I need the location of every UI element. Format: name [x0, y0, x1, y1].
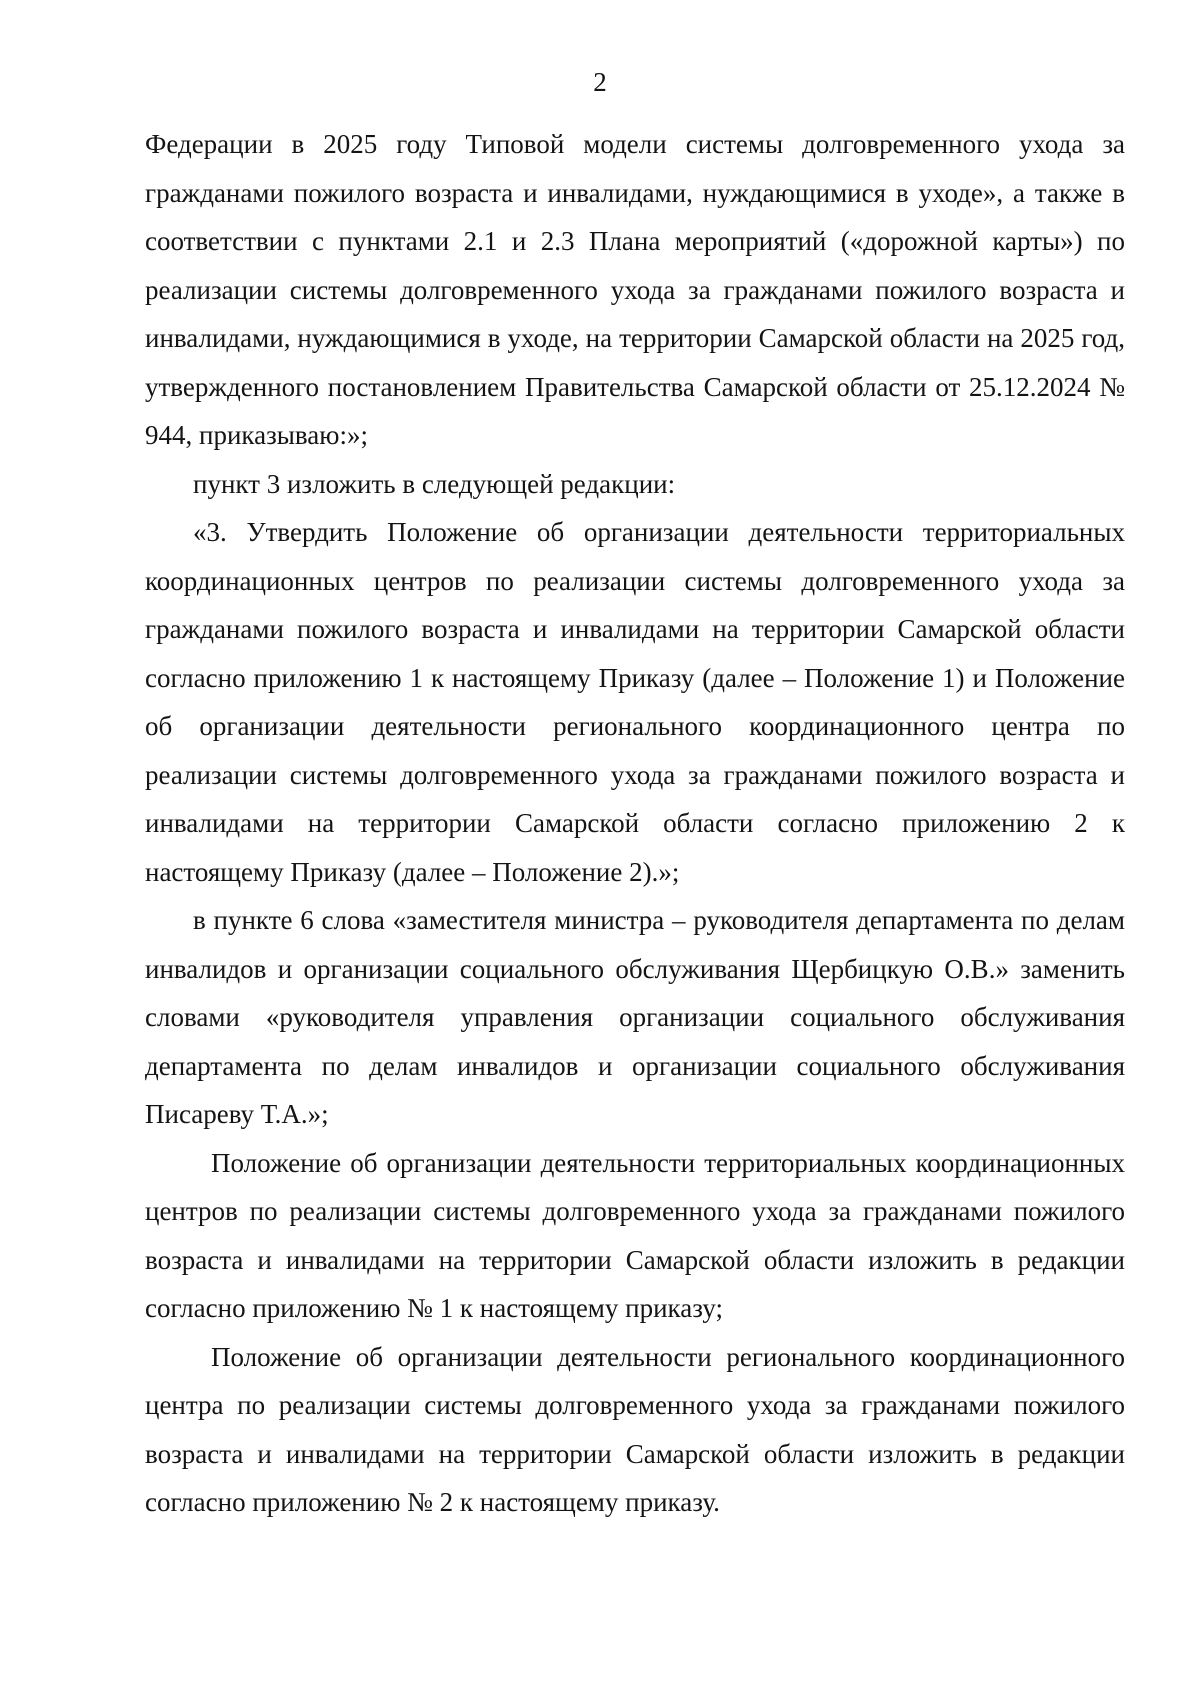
page-number: 2 [593, 67, 607, 97]
paragraph-item-6-amendment: в пункте 6 слова «заместителя министра – руководителя департамента по делам инвалидов и организации социального обслуживания Щербицкую О.В.» заменить словами «руководителя управления организации социального обслуживания департамента по делам инвалидов и организации социального обслуживания Писареву Т.А.»; [145, 905, 1125, 1129]
paragraph-item-3-instruction: пункт 3 изложить в следующей редакции: [193, 468, 676, 499]
paragraph-appendix-1: Положение об организации деятельности территориальных координационных центров по реализации системы долговременного ухода за гражданами пожилого возраста и инвалидами на территории Самарской области изложить в редакции согласно приложению № 1 к настоящему приказу; [145, 1147, 1125, 1323]
paragraph-preamble-continuation: Федерации в 2025 году Типовой модели системы долговременного ухода за гражданами пожилого возраста и инвалидами, нуждающимися в уходе», а также в соответствии с пунктами 2.1 и 2.3 Плана мероприятий («дорожной карты») по реализации системы долговременного ухода за гражданами пожилого возраста и инвалидами, нуждающимися в уходе, на территории Самарской области на 2025 год, утвержденного постановлением Правительства Самарской области от 25.12.2024 № 944, приказываю:»; [145, 129, 1125, 450]
document-body [145, 120, 1125, 1527]
paragraph-appendix-2: Положение об организации деятельности регионального координационного центра по реализации системы долговременного ухода за гражданами пожилого возраста и инвалидами на территории Самарской области изложить в редакции согласно приложению № 2 к настоящему приказу. [145, 1341, 1125, 1517]
paragraph-item-3-text: «3. Утвердить Положение об организации деятельности территориальных координационных центров по реализации системы долговременного ухода за гражданами пожилого возраста и инвалидами на территории Самарской области согласно приложению 1 к настоящему Приказу (далее – Положение 1) и Положение об организации деятельности регионального координационного центра по реализации системы долговременного ухода за гражданами пожилого возраста и инвалидами на территории Самарской области согласно приложению 2 к настоящему Приказу (далее – Положение 2).»; [145, 517, 1125, 887]
